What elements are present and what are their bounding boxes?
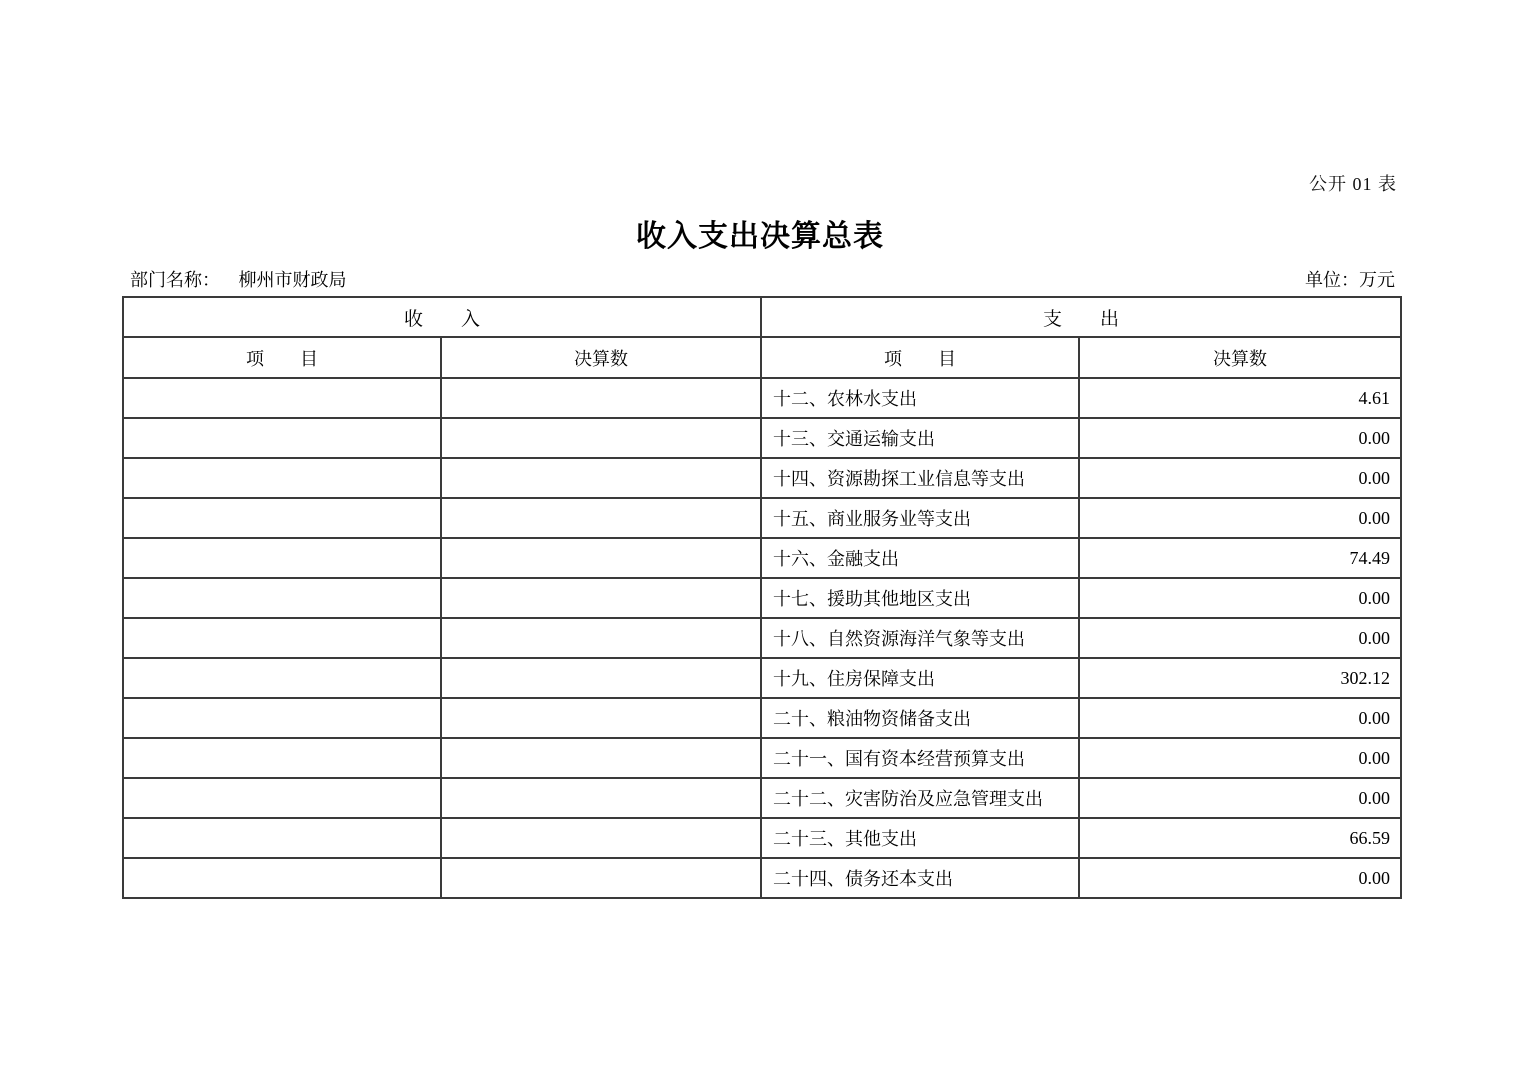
- expense-item-cell: 二十二、灾害防治及应急管理支出: [761, 778, 1079, 818]
- income-value-cell: [441, 538, 761, 578]
- income-value-cell: [441, 738, 761, 778]
- table-row: [123, 658, 1401, 698]
- expense-value-cell: 0.00: [1079, 578, 1401, 618]
- expense-item-header: 项 目: [761, 337, 1079, 378]
- table-row: [123, 418, 1401, 458]
- income-item-cell: [123, 698, 441, 738]
- expense-value-cell: 0.00: [1079, 738, 1401, 778]
- table-row: [123, 618, 1401, 658]
- corner-note: 公开 01 表: [1309, 174, 1397, 194]
- table-row: [123, 498, 1401, 538]
- expense-item-cell: 十九、住房保障支出: [761, 658, 1079, 698]
- table-row: [123, 778, 1401, 818]
- unit-note: 单位：万元: [1305, 270, 1395, 290]
- expense-item-cell: 二十三、其他支出: [761, 818, 1079, 858]
- income-item-cell: [123, 458, 441, 498]
- expense-item-cell: 二十、粮油物资储备支出: [761, 698, 1079, 738]
- expense-value-cell: 74.49: [1079, 538, 1401, 578]
- table-row: [123, 738, 1401, 778]
- summary-table: [122, 296, 1402, 899]
- expense-item-cell: 十四、资源勘探工业信息等支出: [761, 458, 1079, 498]
- expense-value-cell: 0.00: [1079, 698, 1401, 738]
- expense-value-cell: 0.00: [1079, 458, 1401, 498]
- expense-amount-header: 决算数: [1079, 337, 1401, 378]
- expense-section-header: 支 出: [761, 297, 1401, 337]
- expense-item-cell: 二十四、债务还本支出: [761, 858, 1079, 898]
- column-header-row: [123, 337, 1401, 378]
- income-item-cell: [123, 578, 441, 618]
- table-row: [123, 458, 1401, 498]
- table-row: [123, 538, 1401, 578]
- page-title: 收入支出决算总表: [636, 220, 884, 253]
- expense-item-cell: 二十一、国有资本经营预算支出: [761, 738, 1079, 778]
- section-header-row: [123, 297, 1401, 337]
- table-row: [123, 818, 1401, 858]
- income-value-cell: [441, 858, 761, 898]
- expense-value-cell: 0.00: [1079, 778, 1401, 818]
- income-item-cell: [123, 418, 441, 458]
- department-label: 部门名称：: [130, 270, 220, 290]
- income-value-cell: [441, 578, 761, 618]
- income-item-cell: [123, 778, 441, 818]
- expense-value-cell: 66.59: [1079, 818, 1401, 858]
- income-item-cell: [123, 858, 441, 898]
- income-value-cell: [441, 658, 761, 698]
- income-amount-header: 决算数: [441, 337, 761, 378]
- income-value-cell: [441, 458, 761, 498]
- summary-table-wrap: [122, 296, 1402, 899]
- income-value-cell: [441, 378, 761, 418]
- income-section-header: 收 入: [123, 297, 761, 337]
- income-item-cell: [123, 538, 441, 578]
- table-row: [123, 698, 1401, 738]
- expense-item-cell: 十五、商业服务业等支出: [761, 498, 1079, 538]
- expense-value-cell: 0.00: [1079, 618, 1401, 658]
- income-value-cell: [441, 418, 761, 458]
- expense-value-cell: 4.61: [1079, 378, 1401, 418]
- income-value-cell: [441, 818, 761, 858]
- income-item-cell: [123, 738, 441, 778]
- expense-item-cell: 十七、援助其他地区支出: [761, 578, 1079, 618]
- income-value-cell: [441, 618, 761, 658]
- income-value-cell: [441, 498, 761, 538]
- table-row: [123, 858, 1401, 898]
- table-row: [123, 578, 1401, 618]
- expense-item-cell: 十八、自然资源海洋气象等支出: [761, 618, 1079, 658]
- income-item-cell: [123, 378, 441, 418]
- income-item-cell: [123, 618, 441, 658]
- income-item-header: 项 目: [123, 337, 441, 378]
- income-item-cell: [123, 658, 441, 698]
- expense-item-cell: 十二、农林水支出: [761, 378, 1079, 418]
- expense-value-cell: 0.00: [1079, 498, 1401, 538]
- expense-value-cell: 302.12: [1079, 658, 1401, 698]
- income-value-cell: [441, 778, 761, 818]
- department-field: [130, 266, 347, 292]
- expense-item-cell: 十六、金融支出: [761, 538, 1079, 578]
- expense-item-cell: 十三、交通运输支出: [761, 418, 1079, 458]
- expense-value-cell: 0.00: [1079, 418, 1401, 458]
- table-row: [123, 378, 1401, 418]
- expense-value-cell: 0.00: [1079, 858, 1401, 898]
- income-item-cell: [123, 818, 441, 858]
- meta-line: [122, 266, 1400, 290]
- department-name: 柳州市财政局: [238, 270, 347, 290]
- income-value-cell: [441, 698, 761, 738]
- income-item-cell: [123, 498, 441, 538]
